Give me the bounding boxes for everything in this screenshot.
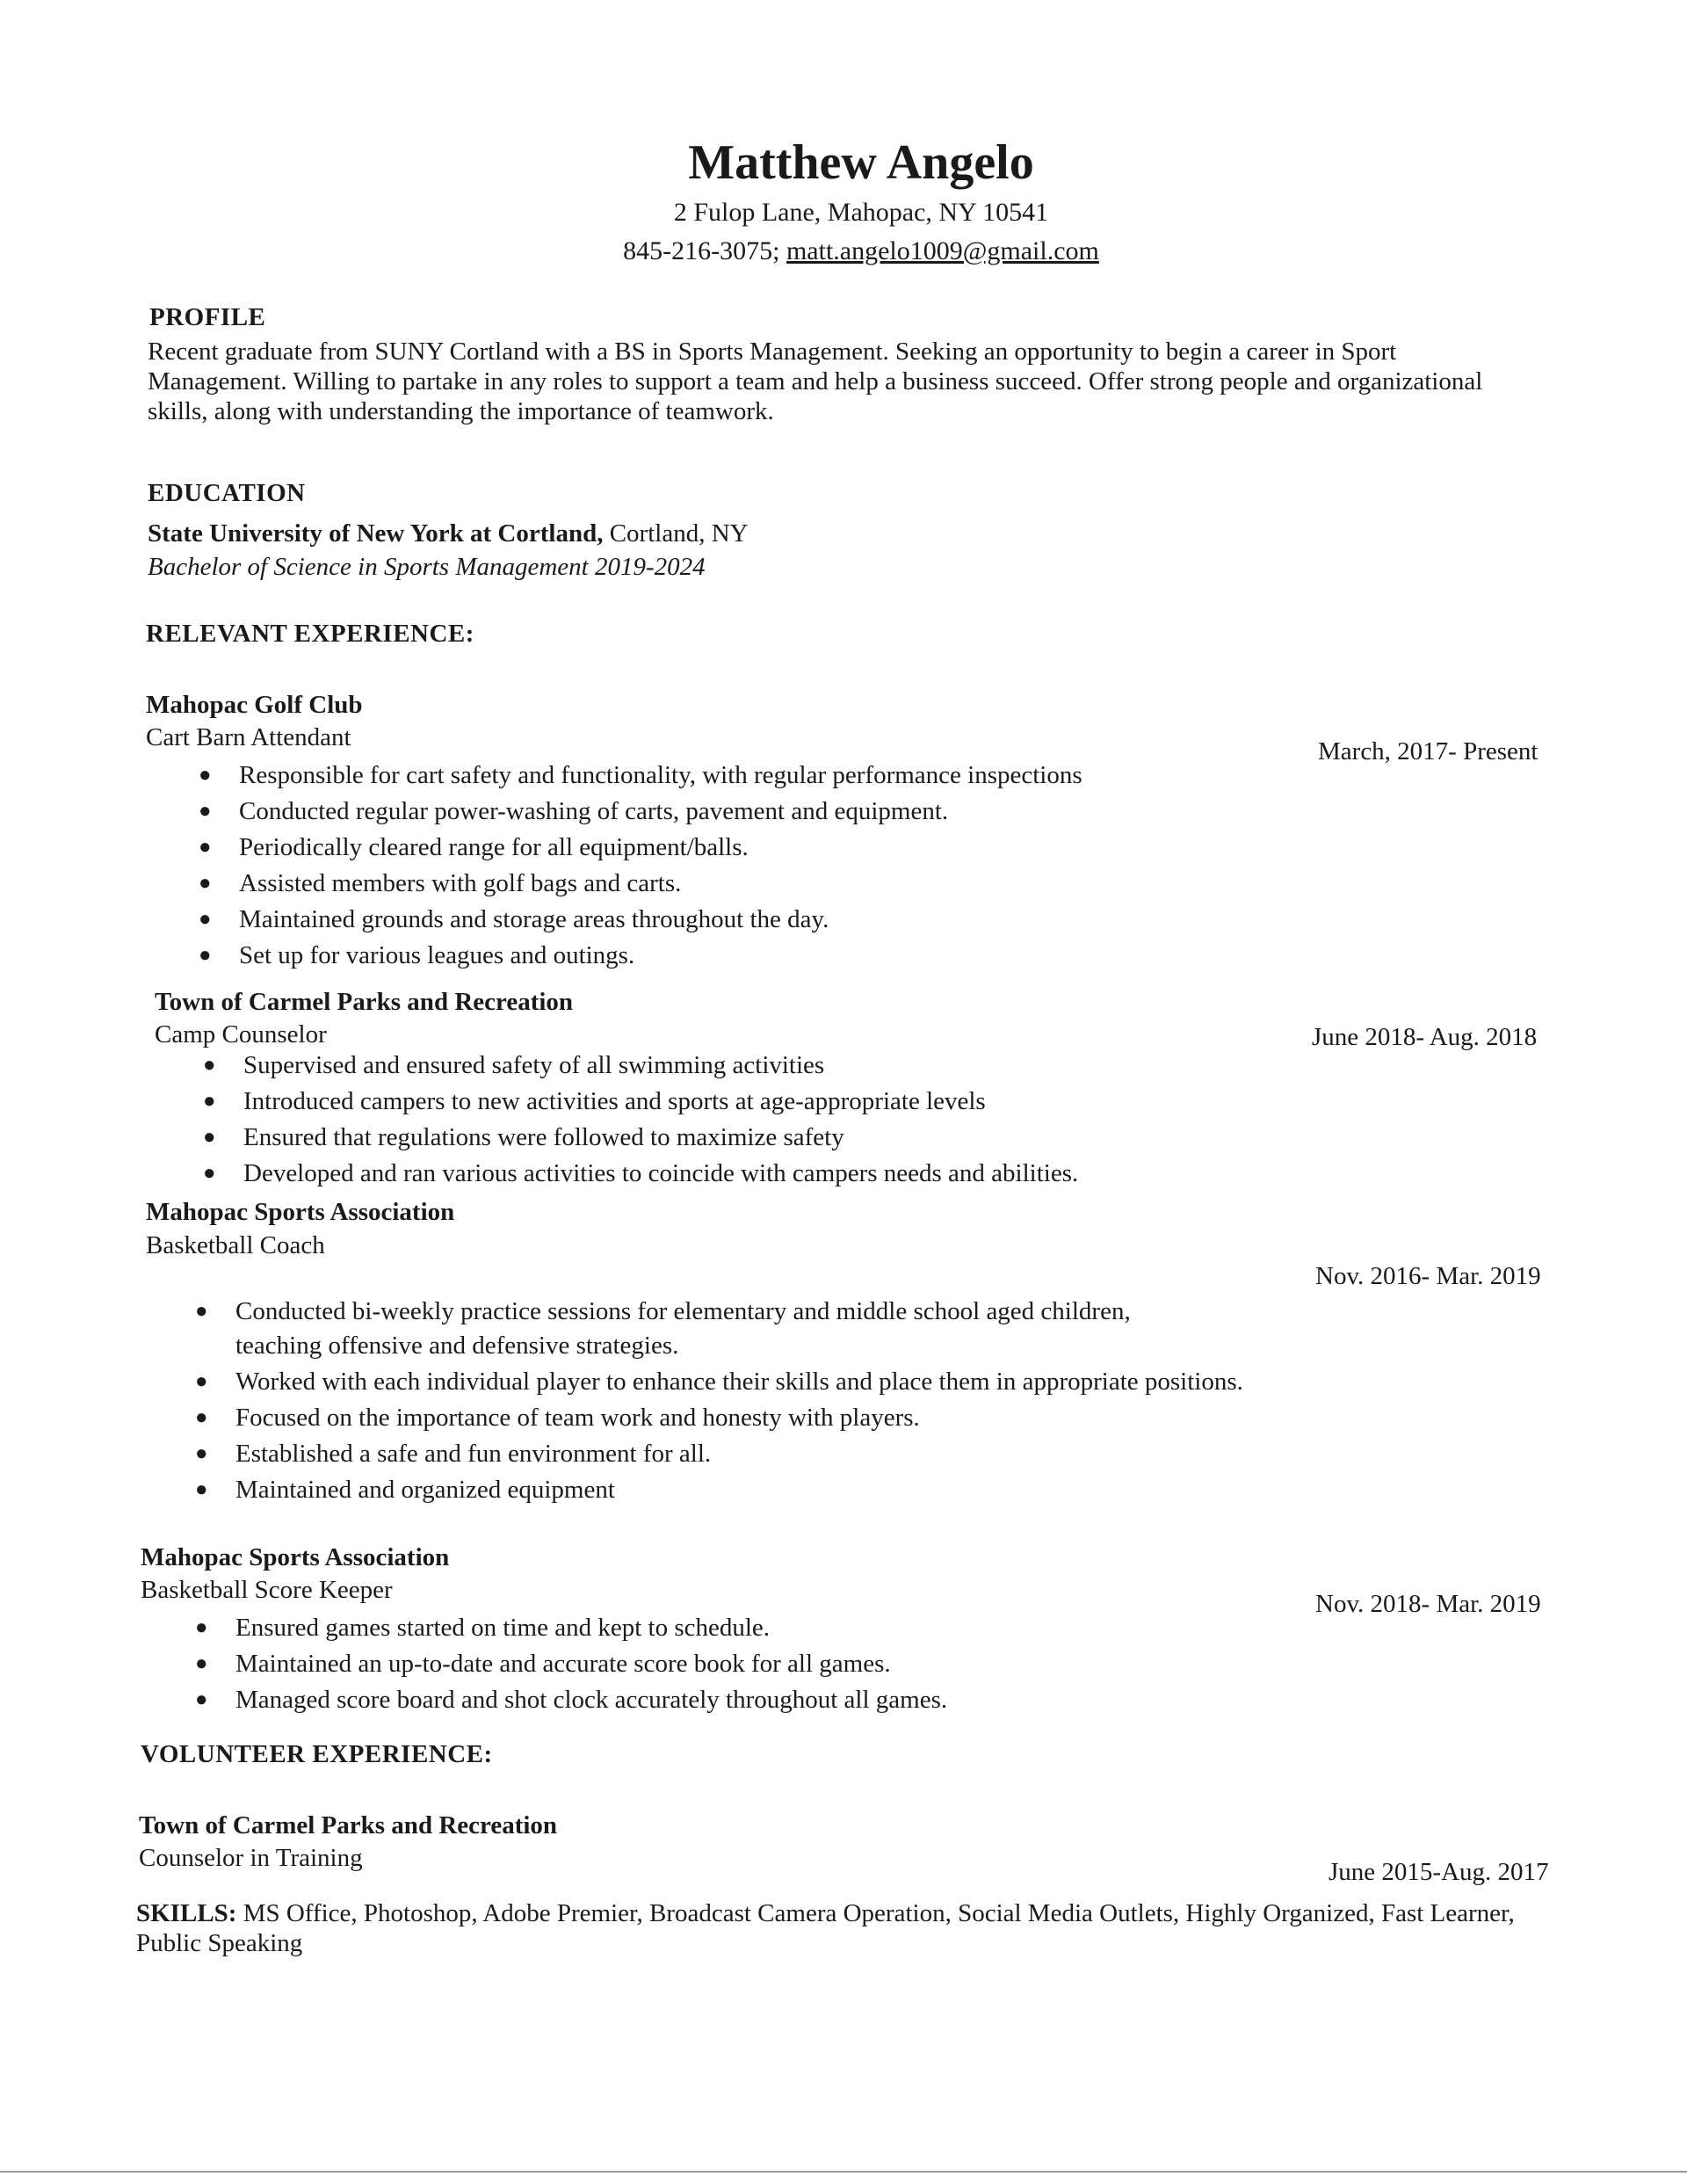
list-item: ● Conducted bi-weekly practice sessions for elementary and middle school aged children, <box>195 1297 1131 1325</box>
bullet-icon: ● <box>199 944 212 967</box>
volunteer-role: Counselor in Training <box>139 1844 363 1872</box>
list-item: ● Worked with each individual player to enhance their skills and place them in appropriate positions. <box>235 1364 1243 1400</box>
list-item: ● Maintained an up-to-date and accurate score book for all games. <box>235 1646 947 1682</box>
bullet-icon: ● <box>199 908 212 931</box>
job-role: Cart Barn Attendant <box>146 723 351 751</box>
page-bottom-rule <box>0 2171 1687 2173</box>
job-role: Basketball Coach <box>146 1231 325 1259</box>
skills-label: SKILLS: <box>136 1899 237 1927</box>
relevant-experience-heading: RELEVANT EXPERIENCE: <box>146 620 474 648</box>
skills-section <box>136 1898 1551 1958</box>
volunteer-org: Town of Carmel Parks and Recreation <box>139 1811 558 1839</box>
bullet-icon: ● <box>195 1300 208 1323</box>
bullet-icon: ● <box>195 1370 208 1393</box>
list-item: ● Assisted members with golf bags and carts. <box>239 866 1082 902</box>
bullet-icon: ● <box>203 1162 216 1185</box>
school-location: Cortland, NY <box>603 519 749 548</box>
bullet-icon: ● <box>199 836 212 859</box>
job-bullet-list <box>195 1610 948 1718</box>
bullet-icon: ● <box>199 764 212 787</box>
list-item: ● Ensured that regulations were followed to maximize safety <box>243 1120 1078 1156</box>
list-item: ● Responsible for cart safety and functionality, with regular performance inspections <box>239 758 1082 794</box>
degree-line: Bachelor of Science in Sports Management 2019-2024 <box>148 553 706 581</box>
list-item: ● Set up for various leagues and outings. <box>239 938 1082 974</box>
job-role: Camp Counselor <box>155 1020 327 1048</box>
email-link[interactable]: matt.angelo1009@gmail.com <box>786 236 1099 265</box>
job-bullet-list <box>199 758 1082 974</box>
bullet-icon: ● <box>199 872 212 895</box>
bullet-icon: ● <box>195 1688 208 1711</box>
list-item: ● Established a safe and fun environment for all. <box>235 1436 1243 1472</box>
job-org: Mahopac Sports Association <box>146 1198 455 1226</box>
bullet-icon: ● <box>203 1126 216 1149</box>
skills-text: MS Office, Photoshop, Adobe Premier, Broadcast Camera Operation, Social Media Outlets, Highly Organized, Fast Learner, Public Speaking <box>136 1899 1515 1957</box>
bullet-icon: ● <box>203 1090 216 1113</box>
job-bullet-list <box>195 1295 1243 1508</box>
job-dates: Nov. 2016- Mar. 2019 <box>1315 1262 1541 1290</box>
list-item: ● Conducted regular power-washing of carts, pavement and equipment. <box>239 794 1082 830</box>
resume-header <box>0 132 1687 271</box>
profile-text: Recent graduate from SUNY Cortland with a BS in Sports Management. Seeking an opportunity to begin a career in Sport Management. Willing to partake in any roles to support a team and help a business succeed. Offer strong people and organizational skills, along with understanding the importance of teamwork. <box>148 337 1483 425</box>
list-item: teaching offensive and defensive strategies. <box>235 1331 679 1360</box>
job-role: Basketball Score Keeper <box>141 1576 393 1604</box>
list-item: ● Introduced campers to new activities and sports at age-appropriate levels <box>243 1084 1078 1120</box>
bullet-icon: ● <box>199 800 212 823</box>
candidate-name: Matthew Angelo <box>688 135 1034 190</box>
education-heading: EDUCATION <box>148 479 306 507</box>
list-item: ● Maintained and organized equipment <box>235 1472 1243 1508</box>
job-org: Mahopac Golf Club <box>146 691 363 719</box>
education-school-line <box>148 519 749 548</box>
bullet-icon: ● <box>203 1054 216 1077</box>
volunteer-dates: June 2015-Aug. 2017 <box>1329 1858 1549 1886</box>
job-org: Town of Carmel Parks and Recreation <box>155 988 574 1016</box>
list-item: ● Ensured games started on time and kept to schedule. <box>235 1610 947 1646</box>
address-line: 2 Fulop Lane, Mahopac, NY 10541 <box>673 198 1049 227</box>
list-item: ● Managed score board and shot clock accurately throughout all games. <box>235 1682 947 1718</box>
volunteer-experience-heading: VOLUNTEER EXPERIENCE: <box>141 1740 493 1768</box>
contact-line <box>0 232 1687 271</box>
bullet-icon: ● <box>195 1478 208 1501</box>
list-item: ● Maintained grounds and storage areas throughout the day. <box>239 902 1082 938</box>
list-item: ● Periodically cleared range for all equipment/balls. <box>239 830 1082 866</box>
bullet-icon: ● <box>195 1616 208 1639</box>
list-item: ● Supervised and ensured safety of all swimming activities <box>243 1048 1078 1084</box>
job-dates: Nov. 2018- Mar. 2019 <box>1315 1590 1541 1618</box>
job-dates: March, 2017- Present <box>1318 737 1539 765</box>
phone-number: 845-216-3075; <box>623 236 780 265</box>
job-dates: June 2018- Aug. 2018 <box>1312 1023 1538 1051</box>
school-name: State University of New York at Cortland, <box>148 519 604 548</box>
list-item: ● Focused on the importance of team work and honesty with players. <box>235 1400 1243 1436</box>
job-bullet-list <box>203 1048 1079 1192</box>
list-item: ● Developed and ran various activities to coincide with campers needs and abilities. <box>243 1156 1078 1192</box>
bullet-icon: ● <box>195 1406 208 1429</box>
job-org: Mahopac Sports Association <box>141 1543 450 1571</box>
bullet-icon: ● <box>195 1652 208 1675</box>
profile-heading: PROFILE <box>149 303 266 331</box>
bullet-icon: ● <box>195 1442 208 1465</box>
